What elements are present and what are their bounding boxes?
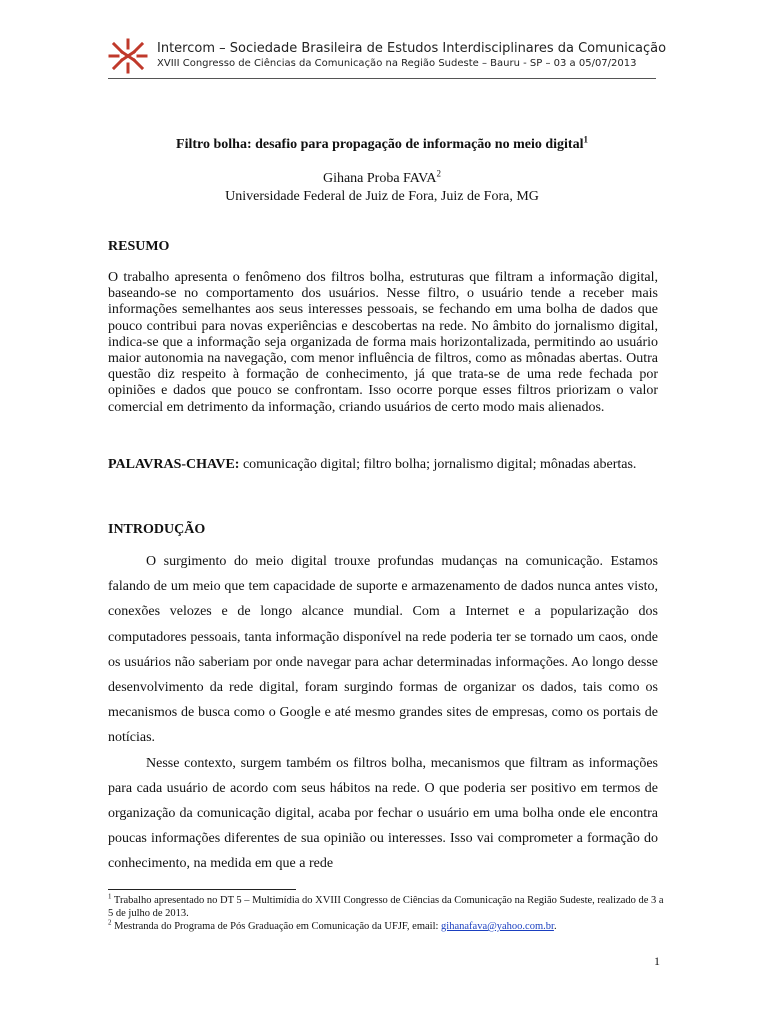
- footnote-1-mark: 1: [108, 892, 112, 901]
- footnote-1: [108, 894, 668, 920]
- page-number: 1: [654, 954, 660, 968]
- footnote-2-text: Mestranda do Programa de Pós Graduação em Comunicação da UFJF, email:: [111, 921, 442, 932]
- introduction-body: [108, 549, 658, 877]
- page-header: [108, 38, 667, 79]
- header-org-line: Intercom – Sociedade Brasileira de Estudos Interdisciplinares da Comunicação: [157, 41, 667, 56]
- keywords-paragraph: [108, 457, 658, 473]
- abstract-text: O trabalho apresenta o fenômeno dos filtros bolha, estruturas que filtram a informação digital, baseando-se no comportamento dos usuários. Nesse filtro, o usuário tende a receber mais informações semelhantes aos seus interesses pessoais, se fechando em uma bolha de dados que pouco contribui para novas experiências e descobertas na rede. No âmbito do jornalismo digital, indica-se que a informação seja organizada de forma mais horizontalizada, permitindo ao usuário maior autonomia na navegação, com menor influência de filtros, como as mônadas abertas. Outra questão diz respeito à formação de conhecimento, já que trata-se de uma rede fechada por opiniões e dados que pouco se confrontam. Isso ocorre porque esses filtros priorizam o valor comercial em detrimento da informação, criando usuários de certo modo mais alienados.: [108, 270, 658, 415]
- intercom-logo-icon: [108, 38, 148, 74]
- author-affiliation: Universidade Federal de Juiz de Fora, Juiz de Fora, MG: [225, 189, 539, 204]
- footnote-1-text: Trabalho apresentado no DT 5 – Multimídia do XVIII Congresso de Ciências da Comunicação na Região Sudeste, realizado de 3 a 5 de julho de 2013.: [108, 895, 664, 919]
- footnotes: [108, 894, 668, 933]
- abstract-heading: RESUMO: [108, 239, 170, 254]
- author-email-link[interactable]: gihanafava@yahoo.com.br: [441, 921, 554, 932]
- author-name: Gihana Proba FAVA: [322, 171, 437, 186]
- footnote-2-end: .: [553, 921, 557, 932]
- paper-title-text: Filtro bolha: desafio para propagação de informação no meio digital: [176, 137, 584, 152]
- introduction-heading: INTRODUÇÃO: [108, 522, 206, 537]
- title-footnote-mark: 1: [583, 134, 588, 145]
- keywords-label: PALAVRAS-CHAVE:: [108, 457, 240, 472]
- paper-title: [108, 136, 656, 154]
- footnote-separator: [108, 889, 296, 890]
- footnote-2-mark: 2: [108, 918, 112, 927]
- intro-paragraph-2: Nesse contexto, surgem também os filtros bolha, mecanismos que filtram as informações para cada usuário de acordo com seus hábitos na rede. O que poderia ser positivo em termos de organização da comunicação digital, acaba por fechar o usuário em uma bolha onde ele encontra poucas informações diferentes de sua opinião ou interesses. Isso vai comprometer a formação do conhecimento, na medida em que a rede: [108, 755, 658, 872]
- keywords-text: comunicação digital; filtro bolha; jornalismo digital; mônadas abertas.: [239, 457, 637, 472]
- intro-paragraph-1: O surgimento do meio digital trouxe profundas mudanças na comunicação. Estamos falando de um meio que tem capacidade de suporte e armazenamento de dados nunca antes visto, conexões velozes e de longo alcance mundial. Com a Internet e a popularização dos computadores pessoais, tanta informação disponível na rede poderia ter se tornado um caos, onde os usuários não saberiam por onde navegar para achar determinadas informações. Ao longo desse desenvolvimento da rede digital, foram surgindo formas de organizar os dados, tais como os mecanismos de busca como o Google e até mesmo grandes sites de empresas, como os portais de notícias.: [108, 554, 658, 746]
- footnote-2: [108, 920, 668, 933]
- header-event-line: XVIII Congresso de Ciências da Comunicação na Região Sudeste – Bauru - SP – 03 a 05/07/2013: [157, 58, 637, 69]
- author-footnote-mark: 2: [436, 168, 442, 179]
- header-text: [157, 40, 666, 71]
- author-line: [108, 170, 656, 188]
